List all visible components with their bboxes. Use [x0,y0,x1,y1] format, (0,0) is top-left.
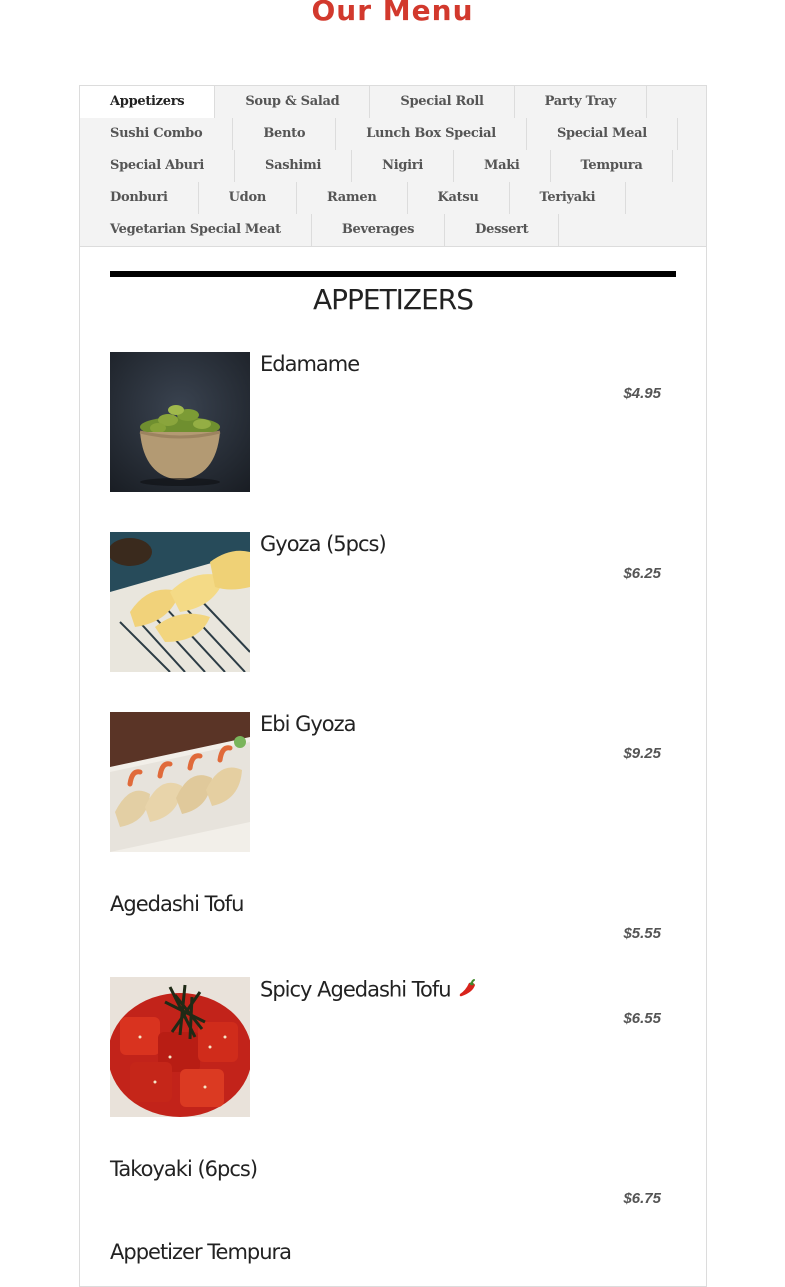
tab-party-tray[interactable]: Party Tray [515,86,647,118]
item-price: $6.75 [623,1190,661,1207]
tab-row [80,118,678,150]
spicy-tofu-image[interactable] [110,977,250,1117]
category-tabs [80,86,706,247]
tab-dessert[interactable]: Dessert [445,214,559,246]
tab-beverages[interactable]: Beverages [312,214,445,246]
tab-special-meal[interactable]: Special Meal [527,118,678,150]
appetizers-section [110,271,676,321]
tab-row [80,182,626,214]
item-name: Appetizer Tempura [110,1240,292,1264]
tab-teriyaki[interactable]: Teriyaki [510,182,627,214]
tab-nigiri[interactable]: Nigiri [352,150,454,182]
item-price: $6.25 [623,565,661,582]
section-divider [110,271,676,277]
tab-tempura[interactable]: Tempura [551,150,674,182]
tab-sashimi[interactable]: Sashimi [235,150,352,182]
item-price: $6.55 [623,1010,661,1027]
tab-udon[interactable]: Udon [199,182,297,214]
tab-soup-salad[interactable]: Soup & Salad [215,86,370,118]
item-name: Agedashi Tofu [110,892,244,916]
item-name: Ebi Gyoza [260,712,356,736]
tab-donburi[interactable]: Donburi [80,182,199,214]
gyoza-image[interactable] [110,532,250,672]
tab-appetizers[interactable]: Appetizers [80,86,215,118]
section-title: APPETIZERS [312,283,474,316]
tab-ramen[interactable]: Ramen [297,182,408,214]
tab-bento[interactable]: Bento [233,118,336,150]
item-name-text: Spicy Agedashi Tofu [260,977,451,1002]
tab-special-roll[interactable]: Special Roll [370,86,514,118]
tab-katsu[interactable]: Katsu [408,182,510,214]
tab-sushi-combo[interactable]: Sushi Combo [80,118,233,150]
item-name: Gyoza (5pcs) [260,532,386,556]
tab-row [80,86,647,118]
item-price: $4.95 [623,385,661,402]
item-price: $5.55 [623,925,661,942]
item-name [260,977,479,1004]
chili-pepper-icon [457,977,479,1004]
item-name: Takoyaki (6pcs) [110,1157,258,1181]
ebi-gyoza-image[interactable] [110,712,250,852]
tab-special-aburi[interactable]: Special Aburi [80,150,235,182]
item-name: Edamame [260,352,360,376]
tab-lunch-box-special[interactable]: Lunch Box Special [336,118,527,150]
tab-row [80,150,673,182]
page-title: Our Menu [311,0,474,27]
tab-row [80,214,559,246]
item-price: $9.25 [623,745,661,762]
edamame-image[interactable] [110,352,250,492]
tab-maki[interactable]: Maki [454,150,551,182]
tab-vegetarian-special-meat[interactable]: Vegetarian Special Meat [80,214,312,246]
